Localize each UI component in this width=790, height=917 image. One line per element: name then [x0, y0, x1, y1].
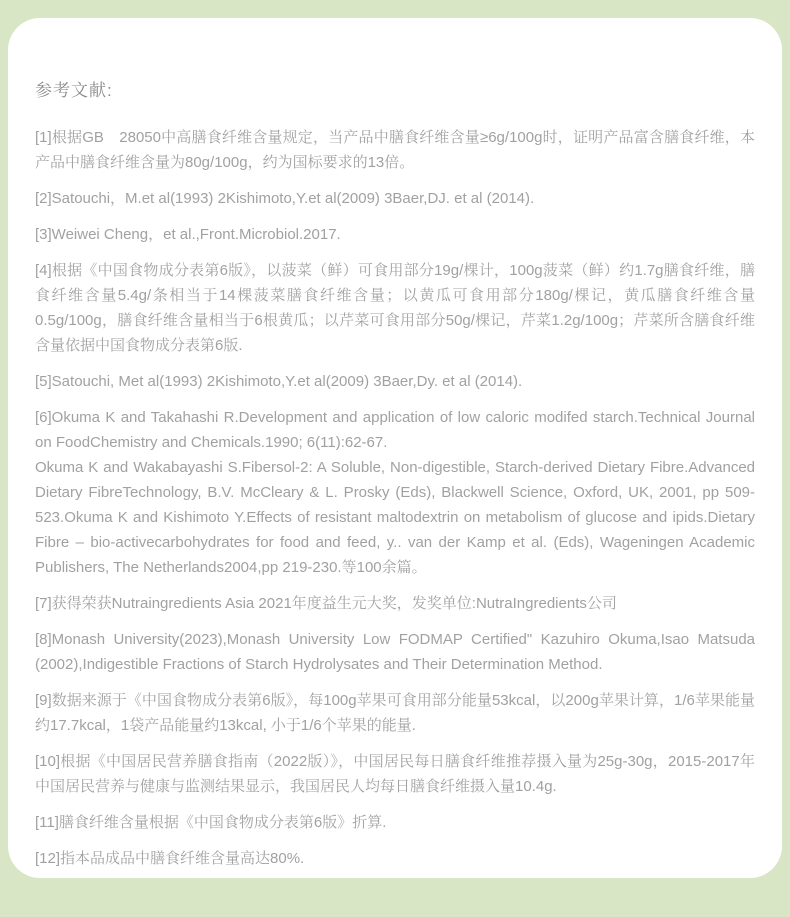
- reference-item-6-part-1: [6]Okuma K and Takahashi R.Development and application of low caloric modifed starch.Technical Journal on FoodChemistry and Chemicals.1990; 6(11):62-67.: [35, 409, 755, 451]
- reference-item-10: [10]根据《中国居民营养膳食指南（2022版）》，中国居民每日膳食纤维推荐摄入量为25g-30g，2015-2017年中国居民营养与健康与监测结果显示，我国居民人均每日膳食纤维摄入量10.4g.: [35, 753, 755, 795]
- reference-item-3: [3]Weiwei Cheng，et al.,Front.Microbiol.2017.: [35, 226, 341, 243]
- content-card: [8, 18, 782, 878]
- references-list: [35, 125, 755, 871]
- reference-item-6: [35, 405, 755, 580]
- reference-item-9: [9]数据来源于《中国食物成分表第6版》，每100g苹果可食用部分能量53kcal，以200g苹果计算，1/6苹果能量约17.7kcal，1袋产品能量约13kcal, 小于1/6个苹果的能量.: [35, 692, 755, 734]
- reference-item-2: [2]Satouchi，M.et al(1993) 2Kishimoto,Y.et al(2009) 3Baer,DJ. et al (2014).: [35, 190, 535, 207]
- reference-item-7: [7]获得荣获Nutraingredients Asia 2021年度益生元大奖，发奖单位:NutraIngredients公司: [35, 595, 617, 612]
- reference-item-8: [8]Monash University(2023),Monash University Low FODMAP Certified" Kazuhiro Okuma,Isao Matsuda (2002),Indigestible Fractions of Starch Hydrolysates and Their Determination Method.: [35, 631, 755, 673]
- references-heading: 参考文献:: [35, 81, 113, 100]
- reference-item-1: [1]根据GB 28050中高膳食纤维含量规定，当产品中膳食纤维含量≥6g/100g时，证明产品富含膳食纤维，本产品中膳食纤维含量为80g/100g，约为国标要求的13倍。: [35, 129, 755, 171]
- reference-item-11: [11]膳食纤维含量根据《中国食物成分表第6版》折算.: [35, 814, 387, 831]
- reference-item-12: [12]指本品成品中膳食纤维含量高达80%.: [35, 850, 305, 867]
- reference-item-5: [5]Satouchi, Met al(1993) 2Kishimoto,Y.et al(2009) 3Baer,Dy. et al (2014).: [35, 373, 523, 390]
- reference-item-4: [4]根据《中国食物成分表第6版》，以菠菜（鲜）可食用部分19g/棵计，100g菠菜（鲜）约1.7g膳食纤维，膳食纤维含量5.4g/条相当于14棵菠菜膳食纤维含量；以黄瓜可食用部分180g/棵记，黄瓜膳食纤维含量0.5g/100g，膳食纤维含量相当于6根黄瓜；以芹菜可食用部分50g/棵记，芹菜1.2g/100g；芹菜所含膳食纤维含量依据中国食物成分表第6版.: [35, 262, 755, 354]
- reference-item-6-part-2: Okuma K and Wakabayashi S.Fibersol-2: A Soluble, Non-digestible, Starch-derived Dietary Fibre.Advanced Dietary FibreTechnology, B.V. McCleary & L. Prosky (Eds), Blackwell Science, Oxford, UK, 2001, pp 509-523.Okuma K and Kishimoto Y.Effects of resistant maltodextrin on metabolism of glucose and ipids.Dietary Fibre – bio-activecarbohydrates for food and feed, y.. van der Kamp et al. (Eds), Wageningen Academic Publishers, The Netherlands2004,pp 219-230.等100余篇。: [35, 459, 755, 576]
